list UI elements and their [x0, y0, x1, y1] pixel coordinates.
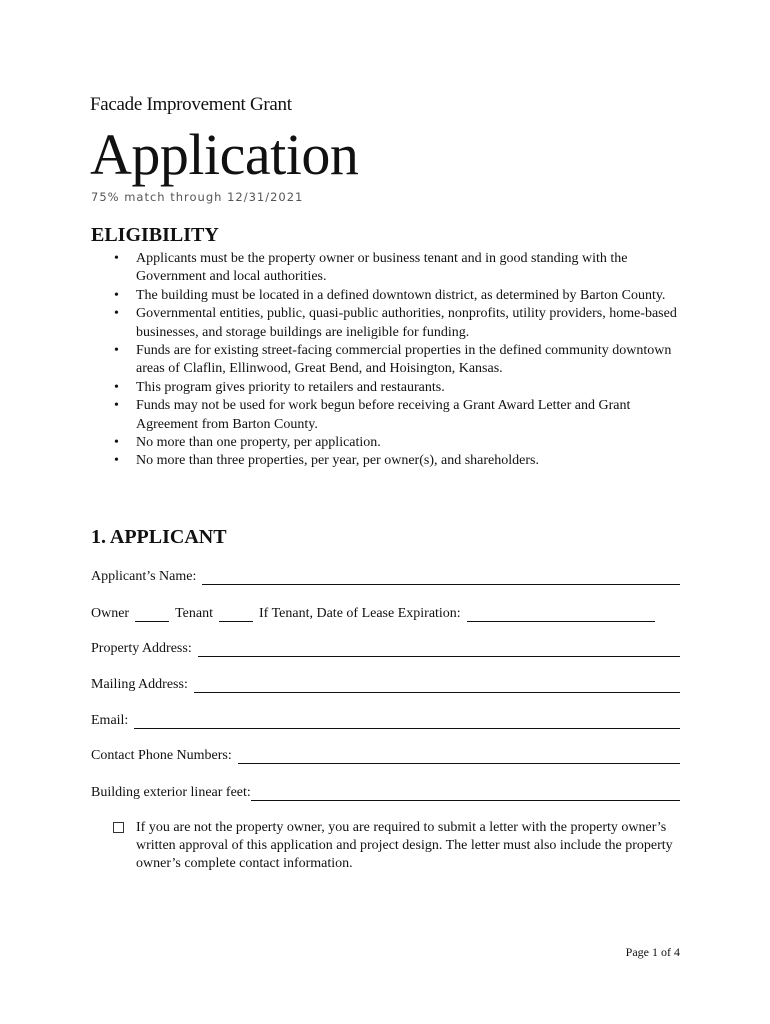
applicant-heading: 1. APPLICANT	[91, 526, 227, 548]
email-label: Email:	[91, 713, 129, 728]
owner-approval-checkbox[interactable]	[113, 822, 124, 833]
eligibility-item-text: No more than one property, per application.	[136, 435, 381, 451]
bullet-icon: •	[114, 398, 119, 414]
document-title: Application	[90, 122, 359, 187]
bullet-icon: •	[114, 435, 119, 451]
mailing-address-label: Mailing Address:	[91, 677, 188, 692]
document-subtitle: Facade Improvement Grant	[90, 94, 292, 115]
bullet-icon: •	[114, 251, 119, 266]
list-item	[91, 287, 691, 305]
list-item	[91, 305, 691, 342]
property-address-row	[91, 637, 680, 657]
list-item	[91, 379, 691, 397]
lease-expiration-field[interactable]	[467, 607, 655, 622]
bullet-icon: •	[114, 306, 119, 322]
bullet-icon: •	[114, 453, 119, 469]
phone-row	[91, 744, 680, 764]
eligibility-item-text: No more than three properties, per year, per owner(s), and shareholders.	[136, 453, 539, 469]
lease-expiration-label: If Tenant, Date of Lease Expiration:	[259, 606, 461, 621]
linear-feet-row	[91, 781, 680, 801]
list-item	[91, 250, 691, 287]
owner-blank-field[interactable]	[135, 607, 169, 622]
email-row	[91, 709, 680, 729]
eligibility-item-text: This program gives priority to retailers and restaurants.	[136, 379, 445, 395]
list-item	[91, 397, 691, 434]
eligibility-item-text: Funds may not be used for work begun before receiving a Grant Award Letter and Grant Agreement from Barton County.	[136, 398, 631, 432]
applicant-name-field[interactable]	[202, 570, 680, 585]
phone-field[interactable]	[238, 749, 680, 764]
bullet-icon: •	[114, 379, 119, 395]
eligibility-item-text: Applicants must be the property owner or business tenant and in good standing with the Government and local authorities.	[136, 251, 628, 285]
linear-feet-field[interactable]	[251, 786, 680, 801]
applicant-name-row	[91, 565, 680, 585]
eligibility-heading: ELIGIBILITY	[91, 224, 219, 246]
tenant-label: Tenant	[175, 606, 214, 621]
linear-feet-label: Building exterior linear feet:	[91, 785, 251, 800]
eligibility-list	[91, 250, 691, 471]
ownership-row	[91, 602, 680, 622]
page-number: Page 1 of 4	[625, 945, 680, 959]
list-item	[91, 452, 691, 470]
mailing-address-row	[91, 673, 680, 693]
applicant-name-label: Applicant’s Name:	[91, 569, 197, 584]
mailing-address-field[interactable]	[194, 678, 680, 693]
match-tagline: 75% match through 12/31/2021	[91, 190, 304, 204]
owner-approval-text: If you are not the property owner, you are required to submit a letter with the property owner’s written approval of this application and project design. The letter must also include the property owner’s complete contact information.	[136, 820, 673, 871]
eligibility-item-text: Governmental entities, public, quasi-public authorities, nonprofits, utility providers, home-based businesses, and storage buildings are ineligible for funding.	[136, 306, 677, 340]
list-item	[91, 342, 691, 379]
email-field[interactable]	[134, 714, 680, 729]
tenant-blank-field[interactable]	[219, 607, 253, 622]
eligibility-item-text: Funds are for existing street-facing commercial properties in the defined community downtown areas of Claflin, Ellinwood, Great Bend, and Hoisington, Kansas.	[136, 343, 672, 377]
bullet-icon: •	[114, 343, 119, 359]
list-item	[91, 434, 691, 452]
phone-label: Contact Phone Numbers:	[91, 748, 232, 763]
owner-label: Owner	[91, 606, 130, 621]
property-address-field[interactable]	[198, 642, 680, 657]
property-address-label: Property Address:	[91, 641, 192, 656]
bullet-icon: •	[114, 287, 119, 303]
owner-approval-note	[113, 819, 673, 873]
eligibility-item-text: The building must be located in a defined downtown district, as determined by Barton County.	[136, 287, 666, 303]
